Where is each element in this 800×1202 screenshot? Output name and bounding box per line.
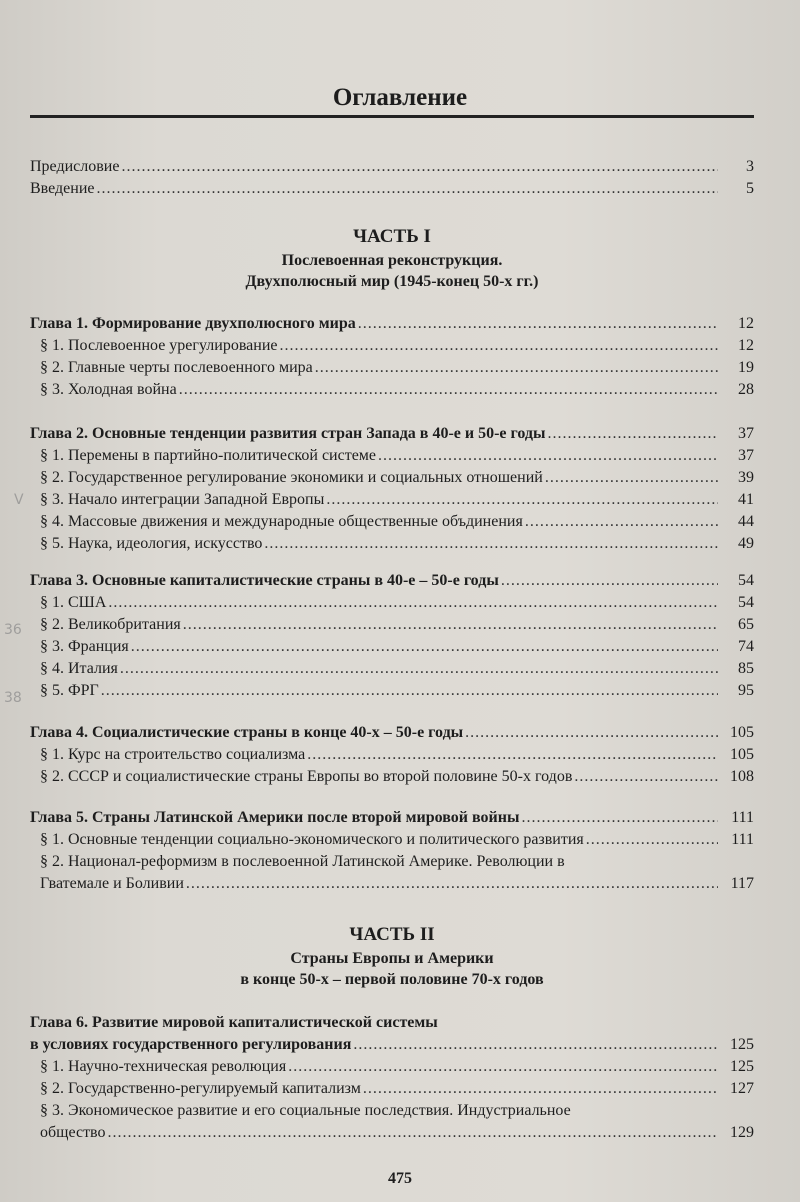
entry-text: § 3. Начало интеграции Западной Европы — [40, 491, 325, 508]
part-1-heading: ЧАСТЬ I — [353, 226, 431, 247]
leader-dots — [108, 592, 718, 614]
entry-text: § 3. Холодная война — [40, 381, 177, 398]
page-title: Оглавление — [332, 84, 468, 111]
leader-dots — [545, 467, 718, 489]
entry-page: 117 — [730, 875, 754, 892]
leader-dots — [108, 1122, 719, 1144]
toc-section[interactable] — [30, 766, 754, 788]
margin-mark: 36 — [4, 622, 22, 638]
toc-section[interactable] — [30, 658, 754, 680]
chapter-4 — [30, 722, 754, 788]
toc-section[interactable] — [30, 744, 754, 766]
entry-text: § 1. Научно-техническая революция — [40, 1058, 287, 1075]
title-rule — [30, 115, 754, 118]
entry-text: § 4. Италия — [40, 660, 118, 677]
entry-page: 95 — [738, 682, 754, 699]
entry-text: в условиях государственного регулирования — [30, 1036, 352, 1053]
leader-dots — [288, 1056, 718, 1078]
entry-text: Глава 2. Основные тенденции развития стран Запада в 40-е и 50-е годы — [30, 425, 546, 442]
entry-text: Глава 5. Страны Латинской Америки после второй мировой войны — [30, 809, 520, 826]
part-1-heading-block — [30, 224, 754, 292]
chapter-5 — [30, 807, 754, 895]
entry-text: § 1. Курс на строительство социализма — [40, 746, 306, 763]
leader-dots — [353, 1034, 718, 1056]
entry-page: 12 — [738, 315, 754, 332]
toc-section-line-2[interactable] — [30, 873, 754, 895]
entry-page: 5 — [746, 180, 754, 197]
toc-entry-preface[interactable] — [30, 156, 754, 178]
leader-dots — [264, 533, 718, 555]
leader-dots — [358, 313, 718, 335]
part-1-subtitle-2: Двухполюсный мир (1945-конец 50-х гг.) — [245, 273, 539, 290]
toc-section[interactable] — [30, 511, 754, 533]
leader-dots — [363, 1078, 718, 1100]
entry-page: 111 — [731, 831, 754, 848]
leader-dots — [378, 445, 718, 467]
part-2-heading-block — [30, 922, 754, 990]
leader-dots — [525, 511, 718, 533]
chapter-2 — [30, 423, 754, 555]
entry-page: 3 — [746, 158, 754, 175]
entry-page: 85 — [738, 660, 754, 677]
part-2-subtitle-1: Страны Европы и Америки — [290, 950, 494, 967]
toc-chapter-5[interactable] — [30, 807, 754, 829]
entry-text: § 4. Массовые движения и международные общественные объдинения — [40, 513, 523, 530]
leader-dots — [186, 873, 718, 895]
toc-section[interactable] — [30, 489, 754, 511]
entry-page: 19 — [738, 359, 754, 376]
toc-section[interactable] — [30, 379, 754, 401]
toc-section[interactable] — [30, 357, 754, 379]
entry-text: § 2. Главные черты послевоенного мира — [40, 359, 313, 376]
chapter-3 — [30, 570, 754, 702]
leader-dots — [131, 636, 718, 658]
toc-chapter-4[interactable] — [30, 722, 754, 744]
intro-section — [30, 156, 754, 200]
leader-dots — [315, 357, 718, 379]
entry-text: § 1. Перемены в партийно-политической системе — [40, 447, 377, 464]
entry-page: 37 — [738, 425, 754, 442]
toc-section[interactable] — [30, 445, 754, 467]
toc-entry-introduction[interactable] — [30, 178, 754, 200]
toc-section[interactable] — [30, 592, 754, 614]
entry-text: § 3. Франция — [40, 638, 129, 655]
entry-page: 111 — [731, 809, 754, 826]
leader-dots — [307, 744, 718, 766]
toc-section-line-1[interactable]: § 2. Национал-реформизм в послевоенной Латинской Америке. Революции в — [40, 853, 565, 870]
entry-text: § 1. Послевоенное урегулирование — [40, 337, 278, 354]
entry-page: 37 — [738, 447, 754, 464]
toc-chapter-6-line-1[interactable]: Глава 6. Развитие мировой капиталистической системы — [30, 1014, 438, 1031]
leader-dots — [120, 658, 718, 680]
entry-text: Гватемале и Боливии — [40, 875, 184, 892]
leader-dots — [586, 829, 718, 851]
entry-text: Предисловие — [30, 158, 120, 175]
entry-page: 54 — [738, 572, 754, 589]
toc-section-line-1[interactable]: § 3. Экономическое развитие и его социальные последствия. Индустриальное — [40, 1102, 571, 1119]
entry-text: общество — [40, 1124, 106, 1141]
entry-text: § 5. ФРГ — [40, 682, 99, 699]
entry-text: Глава 3. Основные капиталистические страны в 40-е – 50-е годы — [30, 572, 499, 589]
leader-dots — [548, 423, 718, 445]
toc-section[interactable] — [30, 680, 754, 702]
leader-dots — [279, 335, 718, 357]
entry-page: 105 — [730, 724, 754, 741]
entry-page: 105 — [730, 746, 754, 763]
entry-page: 108 — [730, 768, 754, 785]
entry-text: § 2. СССР и социалистические страны Европы во второй половине 50-х годов — [40, 768, 573, 785]
entry-page: 28 — [738, 381, 754, 398]
entry-text: § 2. Государственно-регулируемый капитализм — [40, 1080, 361, 1097]
entry-page: 49 — [738, 535, 754, 552]
toc-section[interactable] — [30, 636, 754, 658]
margin-mark: V — [14, 492, 24, 508]
toc-chapter-3[interactable] — [30, 570, 754, 592]
leader-dots — [183, 614, 718, 636]
entry-text: Введение — [30, 180, 95, 197]
part-1-subtitle-1: Послевоенная реконструкция. — [281, 252, 503, 269]
toc-section[interactable] — [30, 1056, 754, 1078]
entry-page: 129 — [730, 1124, 754, 1141]
chapter-6 — [30, 1012, 754, 1144]
toc-section[interactable] — [30, 467, 754, 489]
toc-chapter-2[interactable] — [30, 423, 754, 445]
leader-dots — [121, 156, 718, 178]
toc-section[interactable] — [30, 829, 754, 851]
leader-dots — [326, 489, 718, 511]
part-2-heading: ЧАСТЬ II — [349, 924, 435, 945]
leader-dots — [465, 722, 718, 744]
leader-dots — [574, 766, 718, 788]
toc-section[interactable] — [30, 614, 754, 636]
page-number: 475 — [388, 1170, 412, 1187]
leader-dots — [101, 680, 718, 702]
toc-section[interactable] — [30, 1078, 754, 1100]
entry-text: § 2. Государственное регулирование экономики и социальных отношений — [40, 469, 543, 486]
leader-dots — [521, 807, 718, 829]
toc-section[interactable] — [30, 533, 754, 555]
entry-text: § 2. Великобритания — [40, 616, 181, 633]
entry-text: § 1. Основные тенденции социально-экономического и политического развития — [40, 831, 584, 848]
leader-dots — [501, 570, 718, 592]
toc-section[interactable] — [30, 335, 754, 357]
part-2-subtitle-2: в конце 50-х – первой половине 70-х годов — [240, 971, 544, 988]
entry-page: 39 — [738, 469, 754, 486]
leader-dots — [97, 178, 719, 200]
entry-page: 54 — [738, 594, 754, 611]
entry-text: § 5. Наука, идеология, искусство — [40, 535, 263, 552]
toc-chapter-6-line-2[interactable] — [30, 1034, 754, 1056]
entry-page: 65 — [738, 616, 754, 633]
entry-page: 125 — [730, 1058, 754, 1075]
entry-page: 127 — [730, 1080, 754, 1097]
chapter-1 — [30, 313, 754, 401]
entry-text: § 1. США — [40, 594, 107, 611]
entry-page: 74 — [738, 638, 754, 655]
toc-chapter-1[interactable] — [30, 313, 754, 335]
entry-text: Глава 4. Социалистические страны в конце 40-х – 50-е годы — [30, 724, 464, 741]
toc-section-line-2[interactable] — [30, 1122, 754, 1144]
entry-text: Глава 1. Формирование двухполюсного мира — [30, 315, 356, 332]
margin-mark: 38 — [4, 690, 22, 706]
leader-dots — [179, 379, 718, 401]
entry-page: 12 — [738, 337, 754, 354]
entry-page: 125 — [730, 1036, 754, 1053]
entry-page: 41 — [738, 491, 754, 508]
entry-page: 44 — [738, 513, 754, 530]
